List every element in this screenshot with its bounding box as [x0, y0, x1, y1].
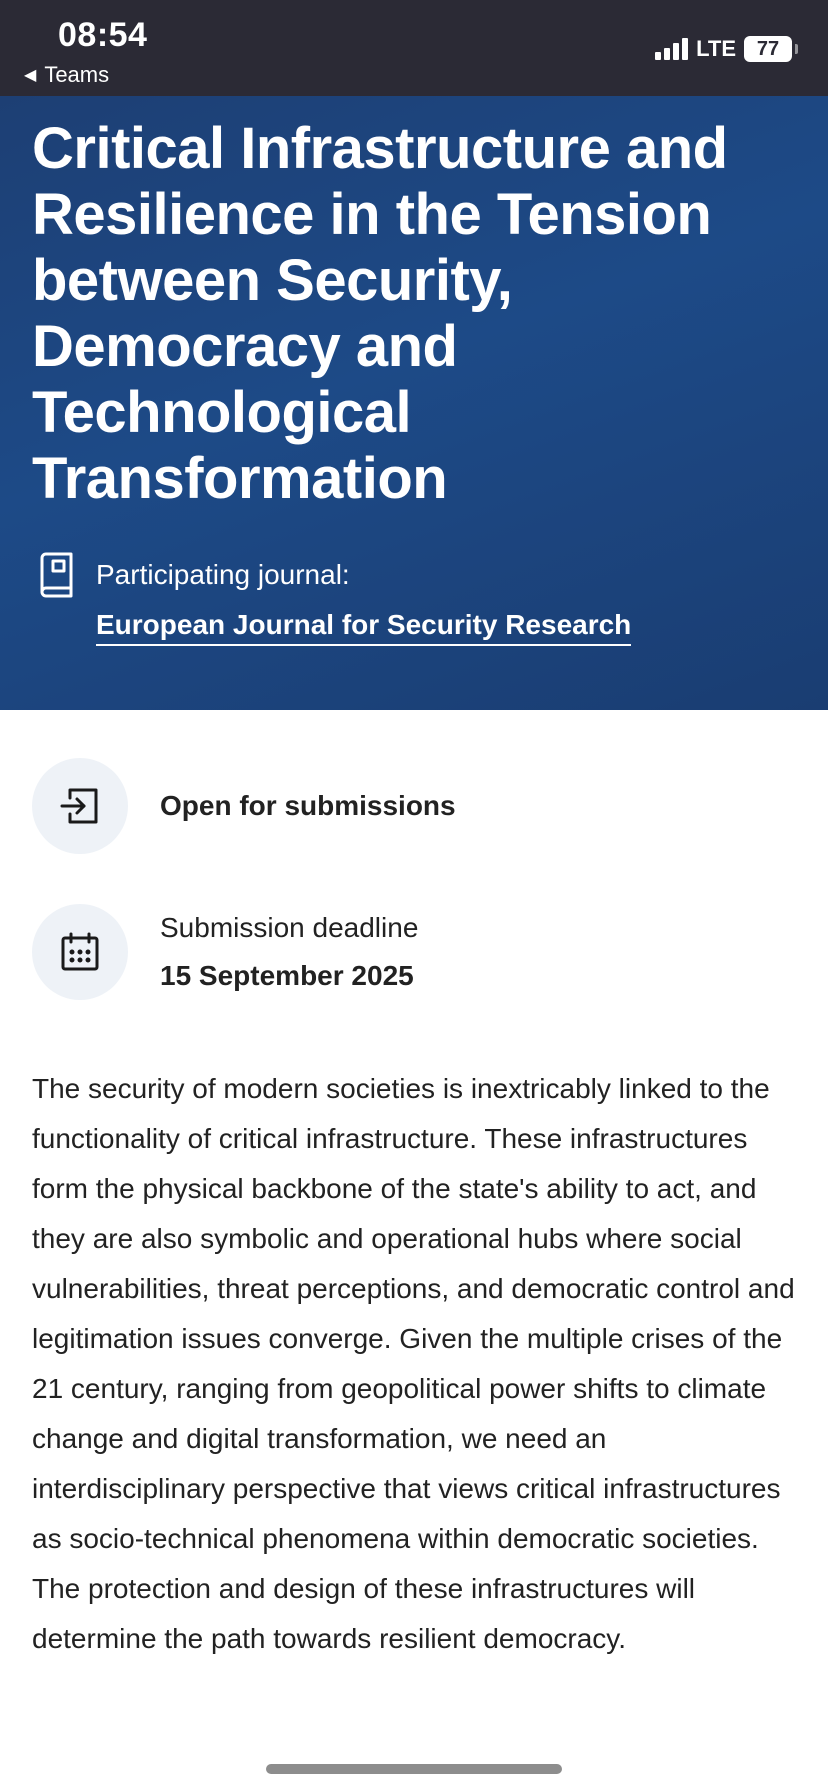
network-type: LTE [696, 36, 736, 61]
back-to-app-link[interactable] [24, 62, 109, 88]
journal-link[interactable]: European Journal for Security Research [96, 608, 631, 646]
deadline-label: Submission deadline [160, 912, 419, 943]
battery-level: 77 [756, 37, 780, 60]
battery-icon [744, 36, 792, 62]
call-description: The security of modern societies is inextricably linked to the functionality of critical infrastructure. These infrastructures form the physical backbone of the state's ability to act, and they are also symbolic and operational hubs where social vulnerabilities, threat perceptions, and democratic control and legitimation issues converge. Given the multiple crises of the 21 century, ranging from geopolitical power shifts to climate change and digital transformation, we need an interdisciplinary perspective that views critical infrastructures as socio-technical phenomena within democratic societies. The protection and design of these infrastructures will determine the path towards resilient democracy. [32, 1073, 795, 1654]
signal-bars-icon [655, 38, 688, 60]
deadline-icon-circle [32, 904, 128, 1000]
hero-banner [0, 96, 828, 710]
back-app-label: Teams [44, 62, 110, 87]
status-time: 08:54 [58, 16, 148, 54]
participating-journal [36, 550, 631, 650]
deadline-date: 15 September 2025 [160, 960, 414, 991]
submission-status-icon-circle [32, 758, 128, 854]
home-indicator[interactable] [266, 1764, 562, 1774]
submission-deadline [32, 904, 418, 1000]
status-bar [0, 0, 828, 96]
submission-status-label: Open for submissions [160, 790, 456, 821]
submission-status [32, 758, 456, 854]
journal-label: Participating journal: [96, 559, 350, 590]
back-triangle-icon: ◀ [24, 67, 37, 84]
submission-enter-icon [58, 784, 102, 828]
status-indicators [655, 36, 792, 62]
page-title: Critical Infrastructure and Resilience in the Tension between Security, Democracy and Technological Transformation [32, 116, 728, 511]
calendar-icon [58, 930, 102, 974]
journal-book-icon [36, 552, 76, 598]
